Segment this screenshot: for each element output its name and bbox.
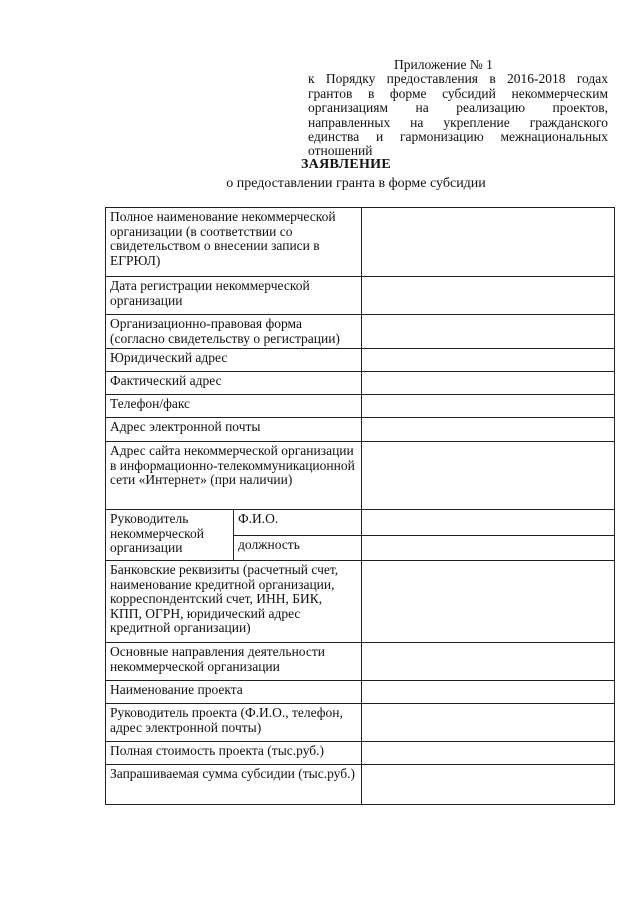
director-name-label: Ф.И.О. xyxy=(238,511,279,526)
document-title: ЗАЯВЛЕНИЕ xyxy=(300,157,391,172)
director-position-value[interactable] xyxy=(362,535,614,560)
field-label: Запрашиваемая сумма субсидии (тыс.руб.) xyxy=(106,765,362,805)
application-form-table xyxy=(105,207,615,805)
director-position-label: должность xyxy=(234,535,361,560)
table-row xyxy=(106,742,615,765)
field-value-cell[interactable] xyxy=(362,765,615,805)
table-row xyxy=(106,208,615,277)
director-name-value[interactable] xyxy=(362,510,614,535)
table-row xyxy=(106,510,615,561)
field-label: Руководитель некоммерческой организации xyxy=(106,510,234,561)
field-label: Юридический адрес xyxy=(106,349,362,372)
table-row xyxy=(106,418,615,442)
field-value-cell[interactable] xyxy=(362,208,615,277)
appendix-reference: к Порядку предоставления в 2016-2018 годах грантов в форме субсидий некоммерческим организациям на реализацию проектов, направленных на укрепление гражданского единства и гармонизацию межнациональных отношений xyxy=(308,71,608,159)
field-label: Дата регистрации некоммерческой организации xyxy=(106,277,362,315)
table-row xyxy=(106,277,615,315)
field-value-cell[interactable] xyxy=(362,561,615,643)
field-label: Организационно-правовая форма (согласно свидетельству о регистрации) xyxy=(106,315,362,349)
table-row xyxy=(106,395,615,418)
field-value-cell[interactable] xyxy=(362,349,615,372)
appendix-number: Приложение № 1 xyxy=(394,57,493,72)
field-value-cell[interactable] xyxy=(362,442,615,510)
field-value-cell[interactable] xyxy=(362,643,615,681)
field-value-cell[interactable] xyxy=(362,277,615,315)
table-row xyxy=(106,681,615,704)
field-label: Банковские реквизиты (расчетный счет, наименование кредитной организации, корреспондентский счет, ИНН, БИК, КПП, ОГРН, юридический адрес кредитной организации) xyxy=(106,561,362,643)
table-row xyxy=(106,643,615,681)
table-row xyxy=(106,561,615,643)
table-row xyxy=(106,704,615,742)
field-label: Полное наименование некоммерческой организации (в соответствии со свидетельством о внесении записи в ЕГРЮЛ) xyxy=(106,208,362,277)
field-label: Адрес сайта некоммерческой организации в информационно-телекоммуникационной сети «Интернет» (при наличии) xyxy=(106,442,362,510)
field-label: Руководитель проекта (Ф.И.О., телефон, адрес электронной почты) xyxy=(106,704,362,742)
field-label: Наименование проекта xyxy=(106,681,362,704)
field-value-cell[interactable] xyxy=(362,418,615,442)
field-value-cell[interactable] xyxy=(362,742,615,765)
field-value-cell[interactable] xyxy=(362,704,615,742)
director-value-cell xyxy=(362,510,615,561)
table-row xyxy=(106,442,615,510)
field-label: Фактический адрес xyxy=(106,372,362,395)
table-row xyxy=(106,349,615,372)
field-value-cell[interactable] xyxy=(362,315,615,349)
table-row xyxy=(106,372,615,395)
field-label: Адрес электронной почты xyxy=(106,418,362,442)
document-subtitle: о предоставлении гранта в форме субсидии xyxy=(226,176,486,191)
field-value-cell[interactable] xyxy=(362,395,615,418)
table-row xyxy=(106,315,615,349)
field-label: Основные направления деятельности некоммерческой организации xyxy=(106,643,362,681)
field-value-cell[interactable] xyxy=(362,681,615,704)
appendix-header xyxy=(308,58,608,159)
director-subfields xyxy=(234,510,362,561)
field-label: Телефон/факс xyxy=(106,395,362,418)
table-row xyxy=(106,765,615,805)
field-value-cell[interactable] xyxy=(362,372,615,395)
field-label: Полная стоимость проекта (тыс.руб.) xyxy=(106,742,362,765)
